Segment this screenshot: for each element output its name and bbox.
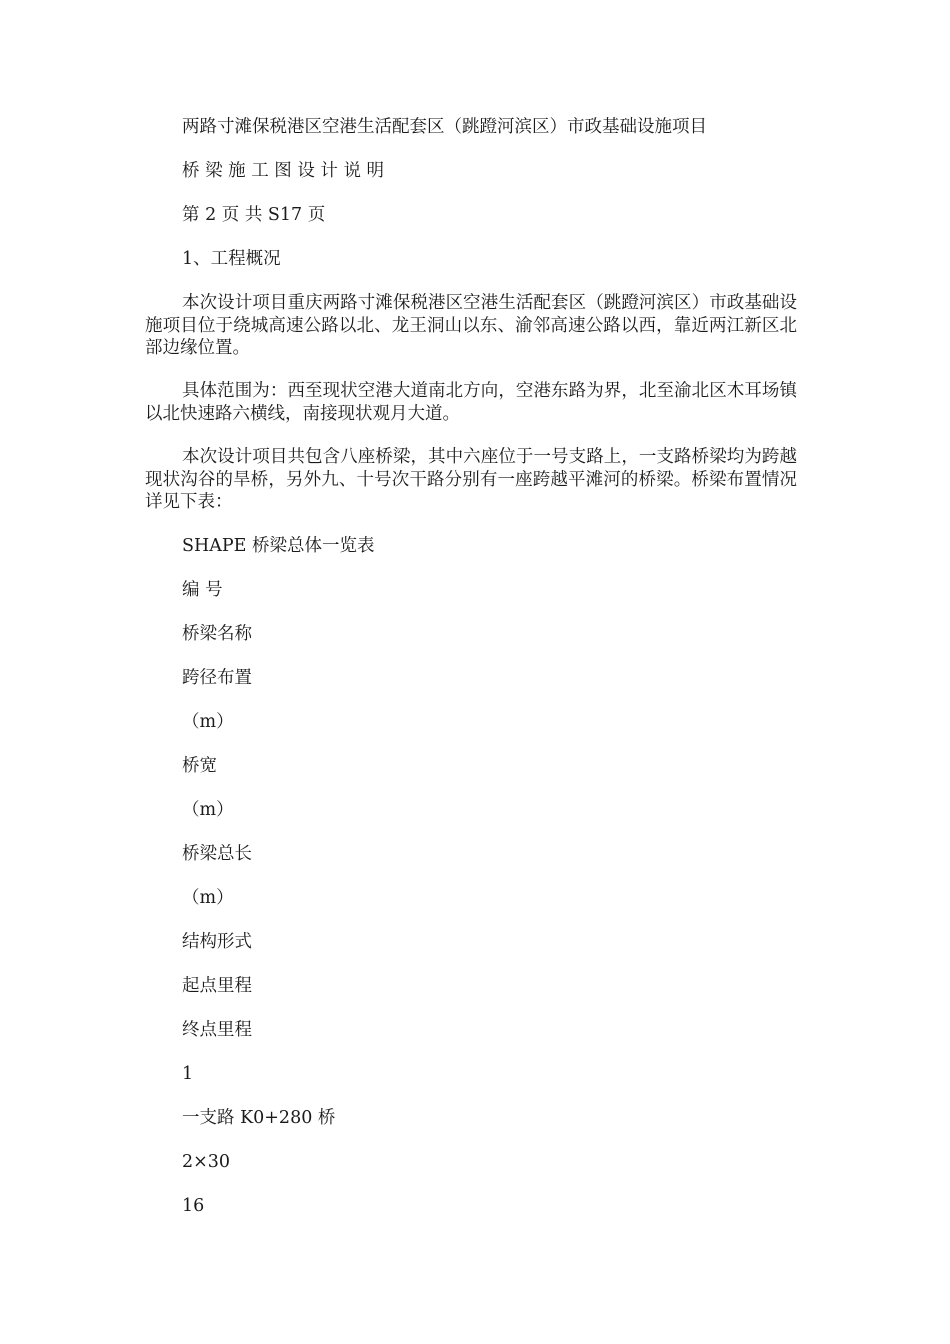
table-header-span-unit: （m）: [182, 712, 234, 732]
table-header-structure: 结构形式: [182, 932, 252, 952]
table-header-span: 跨径布置: [182, 668, 252, 688]
paragraph-scope: 具体范围为：西至现状空港大道南北方向，空港东路为界，北至渝北区木耳场镇以北快速路六横线，南接现状观月大道。: [145, 381, 797, 424]
table-header-width: 桥宽: [182, 756, 217, 776]
doc-title: 桥 梁 施 工 图 设 计 说 明: [182, 161, 385, 181]
table-header-length: 桥梁总长: [182, 844, 252, 864]
table-header-width-unit: （m）: [182, 800, 234, 820]
paragraph-overview: 本次设计项目重庆两路寸滩保税港区空港生活配套区（跳蹬河滨区）市政基础设施项目位于绕城高速公路以北、龙王洞山以东、渝邻高速公路以西，靠近两江新区北部边缘位置。: [145, 293, 797, 358]
project-title: 两路寸滩保税港区空港生活配套区（跳蹬河滨区）市政基础设施项目: [182, 117, 707, 137]
table-header-name: 桥梁名称: [182, 624, 252, 644]
page-info: 第 2 页 共 S17 页: [182, 205, 326, 225]
table-cell-width: 16: [182, 1196, 205, 1216]
table-cell-number: 1: [182, 1064, 194, 1084]
table-header-number: 编 号: [182, 580, 223, 600]
section-heading: 1、工程概况: [182, 249, 281, 269]
table-cell-name: 一支路 K0+280 桥: [182, 1108, 336, 1128]
table-cell-span: 2×30: [182, 1152, 231, 1172]
table-header-start: 起点里程: [182, 976, 252, 996]
table-header-length-unit: （m）: [182, 888, 234, 908]
table-header-end: 终点里程: [182, 1020, 252, 1040]
table-caption: SHAPE 桥梁总体一览表: [182, 536, 375, 556]
paragraph-bridges: 本次设计项目共包含八座桥梁，其中六座位于一号支路上，一支路桥梁均为跨越现状沟谷的旱桥，另外九、十号次干路分别有一座跨越平滩河的桥梁。桥梁布置情况详见下表：: [145, 447, 797, 512]
